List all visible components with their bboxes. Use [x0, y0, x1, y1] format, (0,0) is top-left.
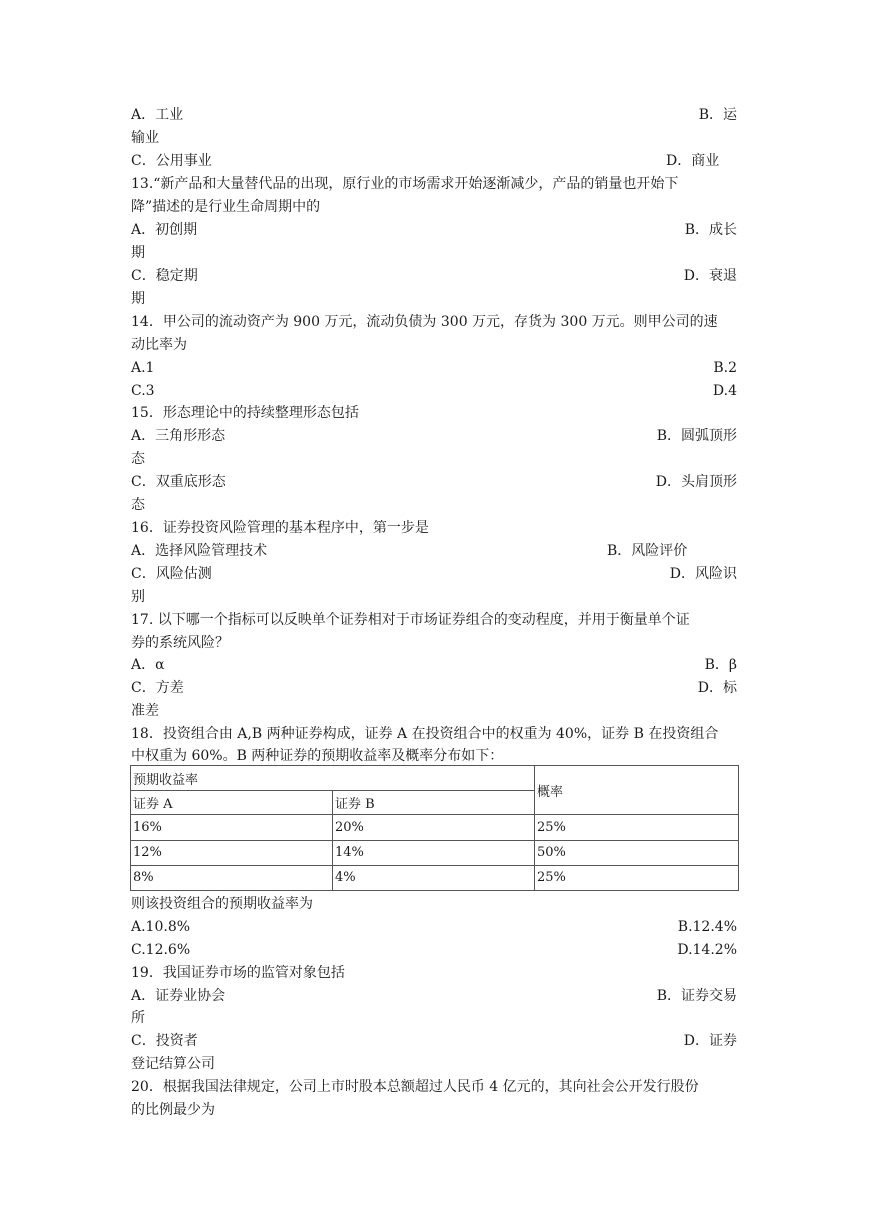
q17-stem-line-2: 券的系统风险？ [131, 635, 229, 651]
q14-option-row-ab [131, 357, 737, 379]
q13-option-b-wrap: 期 [131, 245, 145, 261]
q13-option-d-wrap: 期 [131, 291, 145, 307]
table-cell-security-a: 12% [131, 840, 333, 865]
q17-option-row-ab [131, 654, 737, 676]
table-row [131, 815, 739, 840]
table-row [131, 865, 739, 890]
q12-option-d: D．商业 [666, 153, 720, 169]
q18-option-row-cd [131, 939, 737, 961]
q16-option-a: A．选择风险管理技术 [131, 543, 268, 559]
q14-option-row-cd [131, 380, 737, 402]
q13-option-a: A．初创期 [131, 222, 198, 238]
q16-option-row-ab [131, 540, 737, 562]
table-cell-probability: 25% [535, 865, 739, 890]
q15-option-row-ab [131, 425, 737, 447]
q12-option-c: C．公用事业 [131, 153, 212, 169]
q18-stem-line-1: 18．投资组合由 A,B 两种证券构成，证券 A 在投资组合中的权重为 40%，证券 B 在投资组合 [131, 726, 719, 742]
q15-option-b: B．圆弧顶形 [656, 428, 737, 444]
q13-stem-line-1: 13.“新产品和大量替代品的出现，原行业的市场需求开始逐渐减少，产品的销量也开始下 [131, 176, 679, 192]
q20-stem-line-2: 的比例最少为 [131, 1102, 215, 1118]
q12-option-row-cd [131, 150, 737, 172]
q19-option-b: B．证券交易 [656, 988, 737, 1004]
q15-option-c: C．双重底形态 [131, 474, 226, 490]
q15-option-a: A．三角形形态 [131, 428, 226, 444]
q15-option-d-wrap: 态 [131, 497, 145, 513]
q19-option-row-cd [131, 1030, 737, 1052]
q13-option-c: C．稳定期 [131, 268, 198, 284]
table-cell-security-a: 8% [131, 865, 333, 890]
q18-option-row-ab [131, 916, 737, 938]
table-header-expected-return: 预期收益率 [131, 766, 535, 791]
return-probability-table [130, 765, 739, 891]
q16-option-d-wrap: 别 [131, 589, 145, 605]
table-cell-security-b: 20% [333, 815, 535, 840]
q17-stem-line-1: 17. 以下哪一个指标可以反映单个证券相对于市场证券组合的变动程度，并用于衡量单个证 [131, 612, 690, 628]
table-header-probability: 概率 [535, 766, 739, 815]
table-header-security-b: 证券 B [333, 791, 535, 815]
table-row [131, 840, 739, 865]
q14-stem-line-1: 14．甲公司的流动资产为 900 万元，流动负债为 300 万元，存货为 300 万元。则甲公司的速 [131, 314, 718, 330]
q13-option-row-cd [131, 265, 737, 287]
q20-stem-line-1: 20．根据我国法律规定，公司上市时股本总额超过人民币 4 亿元的，其向社会公开发行股份 [131, 1079, 699, 1095]
q14-option-d: D.4 [712, 383, 737, 399]
q14-option-a: A.1 [131, 360, 155, 376]
q14-option-b: B.2 [713, 360, 737, 376]
q17-option-a: A．α [131, 657, 165, 673]
q19-option-c: C．投资者 [131, 1033, 198, 1049]
q18-stem-line-2: 中权重为 60%。B 两种证券的预期收益率及概率分布如下： [131, 748, 504, 764]
q13-option-b: B．成长 [684, 222, 737, 238]
q19-option-d-wrap: 登记结算公司 [131, 1056, 215, 1072]
q17-option-d-wrap: 准差 [131, 703, 159, 719]
q18-option-b: B.12.4% [677, 919, 737, 935]
q17-option-b: B．β [704, 657, 737, 673]
table-cell-security-b: 4% [333, 865, 535, 890]
q16-option-d: D．风险识 [669, 566, 737, 582]
table-header-security-a: 证券 A [131, 791, 333, 815]
q12-option-b: B．运 [698, 107, 737, 123]
q15-option-row-cd [131, 471, 737, 493]
q18-question: 则该投资组合的预期收益率为 [131, 896, 313, 912]
q12-option-b-wrap: 输业 [131, 130, 159, 146]
q12-option-a: A．工业 [131, 107, 184, 123]
q13-option-d: D．衰退 [683, 268, 737, 284]
q19-option-b-wrap: 所 [131, 1010, 145, 1026]
table-cell-probability: 25% [535, 815, 739, 840]
table-header-row [131, 766, 739, 791]
q17-option-d: D．标 [697, 680, 737, 696]
table-cell-security-b: 14% [333, 840, 535, 865]
q16-stem: 16．证券投资风险管理的基本程序中，第一步是 [131, 520, 429, 536]
q17-option-row-cd [131, 677, 737, 699]
q19-option-a: A．证券业协会 [131, 988, 226, 1004]
q13-stem-line-2: 降”描述的是行业生命周期中的 [131, 199, 321, 215]
q18-option-a: A.10.8% [131, 919, 191, 935]
q15-option-b-wrap: 态 [131, 451, 145, 467]
table-cell-probability: 50% [535, 840, 739, 865]
table-cell-security-a: 16% [131, 815, 333, 840]
q18-option-c: C.12.6% [131, 942, 191, 958]
q19-option-row-ab [131, 985, 737, 1007]
q16-option-c: C．风险估测 [131, 566, 212, 582]
q12-option-row-ab [131, 104, 737, 126]
q15-option-d: D．头肩顶形 [655, 474, 737, 490]
q16-option-b: B．风险评价 [607, 543, 688, 559]
q14-option-c: C.3 [131, 383, 155, 399]
q15-stem: 15．形态理论中的持续整理形态包括 [131, 405, 359, 421]
q16-option-row-cd [131, 563, 737, 585]
q18-option-d: D.14.2% [677, 942, 737, 958]
q19-stem: 19．我国证券市场的监管对象包括 [131, 965, 345, 981]
q19-option-d: D．证券 [683, 1033, 737, 1049]
q14-stem-line-2: 动比率为 [131, 337, 187, 353]
q17-option-c: C．方差 [131, 680, 184, 696]
q13-option-row-ab [131, 219, 737, 241]
